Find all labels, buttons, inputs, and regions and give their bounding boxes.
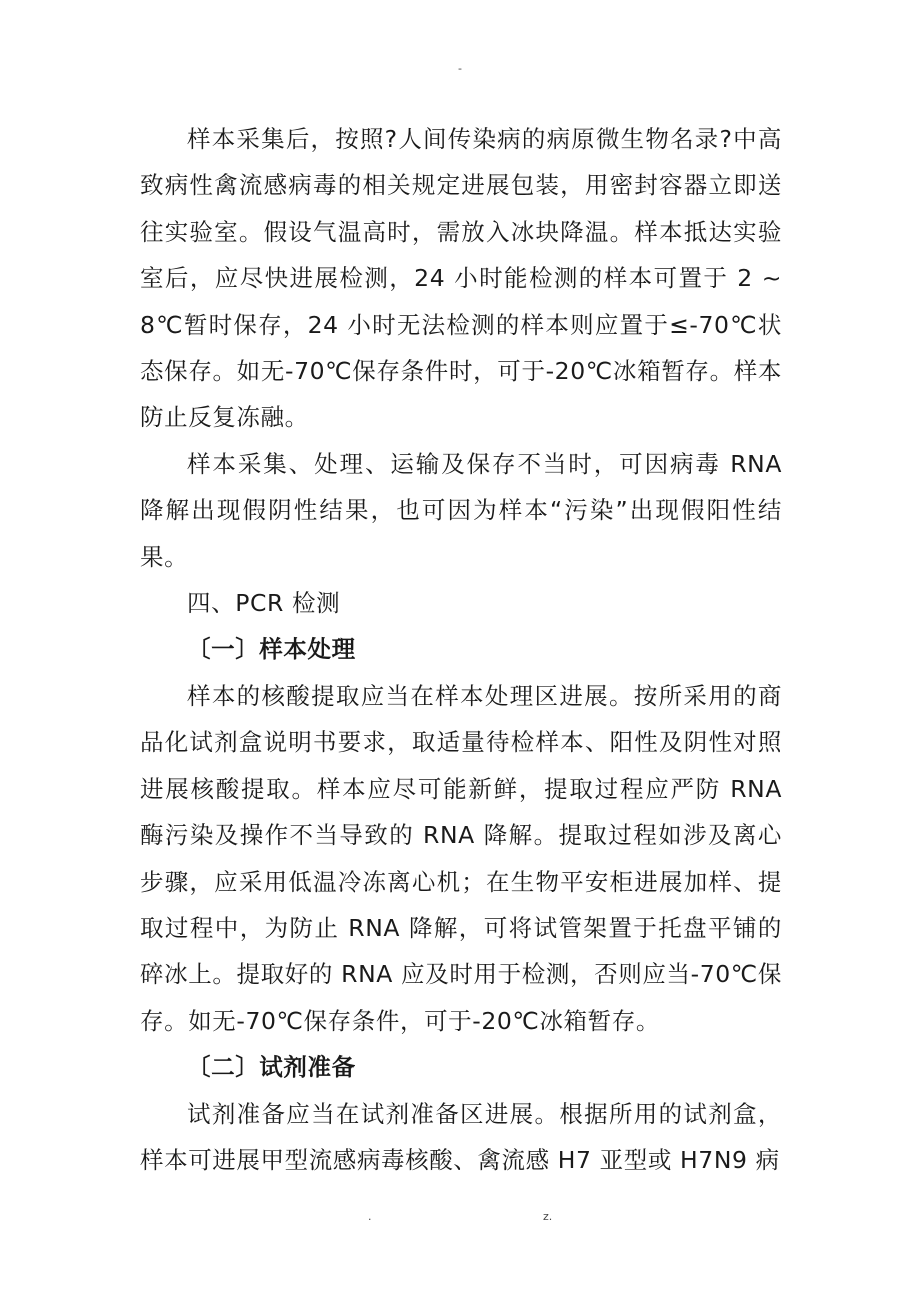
subsection-heading-sample-processing: 〔一〕样本处理 [187, 635, 356, 664]
footer-right-mark: z. [543, 1210, 553, 1223]
header-mark: - [458, 62, 462, 75]
paragraph-reagent-prep: 试剂准备应当在试剂准备区进展。根据所用的试剂盒，样本可进展甲型流感病毒核酸、禽流感 H7 亚型或 H7N9 病 [140, 1099, 782, 1174]
footer-left-mark: . [368, 1210, 372, 1223]
subsection-heading-reagent-prep: 〔二〕试剂准备 [187, 1053, 356, 1082]
section-heading-pcr: 四、PCR 检测 [187, 589, 341, 618]
paragraph-sample-transport: 样本采集后，按照?人间传染病的病原微生物名录?中高致病性禽流感病毒的相关规定进展包装，用密封容器立即送往实验室。假设气温高时，需放入冰块降温。样本抵达实验室后，应尽快进展检测，24 小时能检测的样本可置于 2 ~ 8℃暂时保存，24 小时无法检测的样本则应置于≤-70℃状态保存。如无-70℃保存条件时，可于-20℃冰箱暂存。样本防止反复冻融。 [140, 125, 782, 432]
paragraph-sample-processing: 样本的核酸提取应当在样本处理区进展。按所采用的商品化试剂盒说明书要求，取适量待检样本、阳性及阴性对照进展核酸提取。样本应尽可能新鲜，提取过程应严防 RNA 酶污染及操作不当导致的 RNA 降解。提取过程如涉及离心步骤，应采用低温冷冻离心机；在生物平安柜进展加样、提取过程中，为防止 RNA 降解，可将试管架置于托盘平铺的碎冰上。提取好的 RNA 应及时用于检测，否则应当-70℃保存。如无-70℃保存条件，可于-20℃冰箱暂存。 [140, 681, 782, 1035]
document-body [140, 116, 782, 1183]
paragraph-sample-errors: 样本采集、处理、运输及保存不当时，可因病毒 RNA 降解出现假阴性结果，也可因为样本“污染”出现假阳性结果。 [140, 449, 782, 571]
